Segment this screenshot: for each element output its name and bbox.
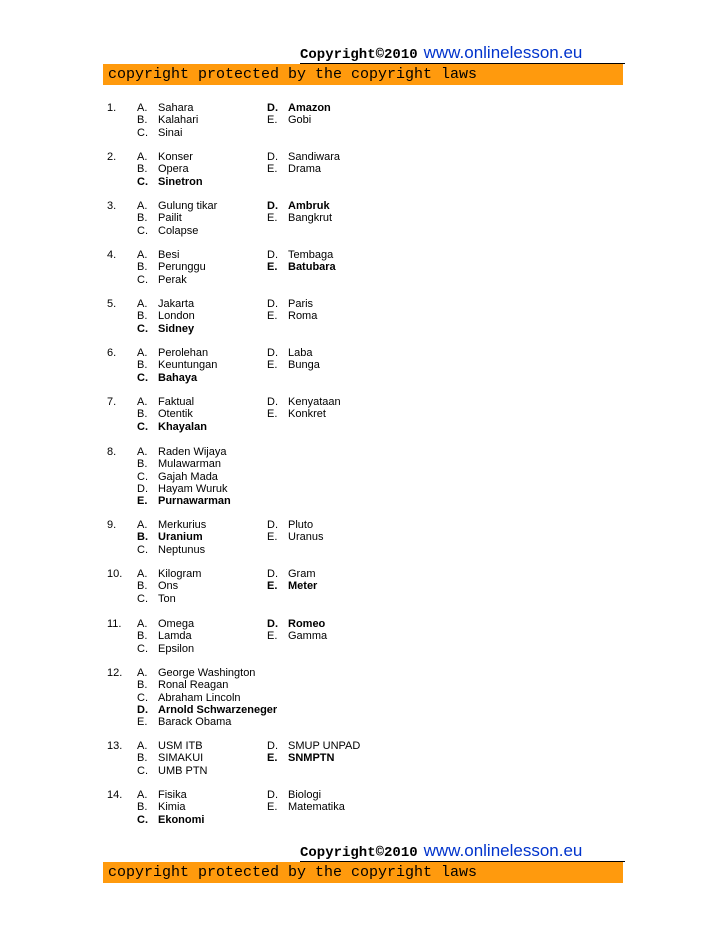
option-letter: E. — [267, 114, 278, 127]
option-text: Sinetron — [158, 175, 203, 188]
option-d — [267, 519, 313, 531]
option-a — [137, 298, 194, 310]
option-e — [267, 408, 326, 420]
question-number: 1. — [107, 102, 117, 114]
option-text: Sahara — [158, 102, 194, 114]
option-letter: D. — [267, 568, 278, 580]
option-b — [137, 114, 198, 126]
option-text: London — [158, 310, 195, 323]
option-text: Ons — [158, 580, 179, 593]
option-letter: A. — [137, 151, 148, 163]
option-text: USM ITB — [158, 740, 203, 752]
option-letter: A. — [137, 667, 148, 679]
option-text: Batubara — [288, 261, 336, 274]
option-letter: E. — [267, 531, 278, 544]
option-letter: B. — [137, 114, 148, 127]
option-text: Opera — [158, 163, 189, 176]
option-b — [137, 531, 203, 543]
option-b — [137, 212, 182, 224]
option-e — [137, 716, 231, 728]
option-d — [267, 249, 333, 261]
option-text: Mulawarman — [158, 458, 221, 471]
option-letter: C. — [137, 273, 148, 286]
option-text: Lamda — [158, 630, 192, 643]
option-d — [267, 618, 325, 630]
option-letter: E. — [267, 261, 278, 274]
option-c — [137, 127, 182, 139]
header-banner: copyright protected by the copyright laws — [103, 64, 623, 85]
option-text: Neptunus — [158, 543, 206, 556]
option-a — [137, 249, 179, 261]
option-letter: A. — [137, 618, 148, 630]
option-letter: E. — [267, 580, 278, 593]
option-text: George Washington — [158, 667, 256, 679]
option-e — [267, 752, 334, 764]
option-text: Tembaga — [288, 249, 334, 261]
option-text: UMB PTN — [158, 764, 208, 777]
option-text: Besi — [158, 249, 180, 261]
option-text: Hayam Wuruk — [158, 482, 228, 495]
option-c — [137, 421, 207, 433]
option-text: Ronal Reagan — [158, 679, 229, 692]
question-number: 4. — [107, 249, 117, 261]
option-text: Faktual — [158, 396, 195, 408]
option-letter: C. — [137, 175, 148, 188]
option-text: Purnawarman — [158, 495, 231, 508]
question-number: 6. — [107, 347, 117, 359]
option-b — [137, 630, 192, 642]
option-text: Merkurius — [158, 519, 207, 531]
option-letter: D. — [267, 519, 278, 531]
option-letter: C. — [137, 691, 148, 704]
option-b — [137, 679, 228, 691]
option-letter: A. — [137, 740, 148, 752]
option-text: Gobi — [288, 114, 312, 127]
option-letter: E. — [267, 801, 278, 814]
option-letter: D. — [267, 249, 278, 261]
option-text: Ekonomi — [158, 813, 205, 826]
option-letter: B. — [137, 408, 148, 421]
option-text: Pluto — [288, 519, 314, 531]
option-text: Perolehan — [158, 347, 209, 359]
option-text: Roma — [288, 310, 318, 323]
option-letter: E. — [267, 310, 278, 323]
option-text: Konser — [158, 151, 193, 163]
option-letter: D. — [137, 703, 148, 716]
option-e — [267, 630, 327, 642]
option-c — [137, 593, 176, 605]
option-letter: C. — [137, 224, 148, 237]
option-letter: C. — [137, 764, 148, 777]
option-text: Abraham Lincoln — [158, 691, 241, 704]
option-letter: C. — [137, 470, 148, 483]
option-text: Laba — [288, 347, 313, 359]
option-b — [137, 458, 221, 470]
option-e — [267, 261, 336, 273]
option-a — [137, 740, 203, 752]
option-text: Konkret — [288, 408, 326, 421]
question-number: 7. — [107, 396, 117, 408]
option-text: Ton — [158, 592, 176, 605]
question-number: 11. — [107, 618, 122, 630]
option-text: Arnold Schwarzeneger — [158, 703, 278, 716]
option-e — [267, 163, 321, 175]
question-number: 12. — [107, 667, 123, 679]
option-letter: B. — [137, 679, 148, 692]
option-e — [137, 495, 231, 507]
option-d — [267, 151, 340, 163]
option-letter: D. — [267, 151, 278, 163]
option-c — [137, 765, 208, 777]
option-letter: C. — [137, 322, 148, 335]
option-text: Sandiwara — [288, 151, 340, 163]
option-letter: D. — [267, 789, 278, 801]
option-a — [137, 568, 201, 580]
option-letter: B. — [137, 163, 148, 176]
option-text: Ambruk — [288, 200, 330, 212]
option-letter: E. — [267, 408, 278, 421]
option-text: Otentik — [158, 408, 193, 421]
option-letter: D. — [267, 347, 278, 359]
option-text: Keuntungan — [158, 359, 218, 372]
option-letter: B. — [137, 801, 148, 814]
option-d — [137, 704, 277, 716]
option-text: Khayalan — [158, 420, 207, 433]
option-text: Gajah Mada — [158, 470, 218, 483]
option-letter: C. — [137, 592, 148, 605]
option-letter: A. — [137, 200, 148, 212]
option-text: Paris — [288, 298, 314, 310]
option-letter: D. — [267, 396, 278, 408]
option-a — [137, 519, 206, 531]
option-a — [137, 151, 193, 163]
option-text: SMUP UNPAD — [288, 740, 361, 752]
option-a — [137, 446, 226, 458]
option-text: Uranium — [158, 531, 203, 544]
option-text: Kalahari — [158, 114, 199, 127]
option-letter: A. — [137, 789, 148, 801]
option-c — [137, 692, 241, 704]
option-e — [267, 212, 332, 224]
option-b — [137, 359, 217, 371]
header-copyright-line — [300, 42, 625, 64]
option-text: Sinai — [158, 126, 183, 139]
option-d — [267, 298, 313, 310]
option-text: Bahaya — [158, 371, 198, 384]
option-text: Barack Obama — [158, 716, 232, 729]
option-text: Kenyataan — [288, 396, 341, 408]
option-text: Jakarta — [158, 298, 195, 310]
option-text: Amazon — [288, 102, 331, 114]
option-d — [267, 347, 312, 359]
option-a — [137, 102, 193, 114]
option-b — [137, 801, 186, 813]
option-letter: A. — [137, 519, 148, 531]
option-c — [137, 225, 198, 237]
option-b — [137, 310, 195, 322]
option-letter: A. — [137, 347, 148, 359]
option-letter: D. — [267, 618, 278, 630]
option-text: Gamma — [288, 630, 328, 643]
header-url-link[interactable]: www.onlinelesson.eu — [423, 43, 583, 62]
option-letter: C. — [137, 813, 148, 826]
option-b — [137, 163, 189, 175]
option-c — [137, 643, 194, 655]
option-letter: B. — [137, 359, 148, 372]
question-number: 10. — [107, 568, 123, 580]
option-c — [137, 471, 218, 483]
option-letter: B. — [137, 458, 148, 471]
option-text: Fisika — [158, 789, 187, 801]
option-c — [137, 544, 205, 556]
option-letter: B. — [137, 310, 148, 323]
option-a — [137, 667, 255, 679]
option-text: Pailit — [158, 212, 182, 225]
option-letter: E. — [137, 495, 148, 508]
option-letter: C. — [137, 420, 148, 433]
option-letter: D. — [267, 740, 278, 752]
option-letter: C. — [137, 126, 148, 139]
option-letter: E. — [267, 752, 278, 765]
option-letter: E. — [267, 212, 278, 225]
option-text: Kimia — [158, 801, 186, 814]
footer-banner: copyright protected by the copyright laws — [103, 862, 623, 883]
option-letter: B. — [137, 630, 148, 643]
option-c — [137, 274, 187, 286]
option-letter: D. — [267, 298, 278, 310]
option-letter: C. — [137, 371, 148, 384]
option-letter: D. — [267, 102, 278, 114]
option-e — [267, 531, 323, 543]
option-text: Matematika — [288, 801, 345, 814]
option-d — [137, 483, 227, 495]
option-text: Bangkrut — [288, 212, 333, 225]
option-letter: B. — [137, 531, 148, 544]
option-letter: C. — [137, 543, 148, 556]
option-letter: E. — [137, 716, 148, 729]
option-letter: A. — [137, 298, 148, 310]
option-letter: B. — [137, 261, 148, 274]
question-number: 8. — [107, 446, 117, 458]
option-text: Bunga — [288, 359, 320, 372]
question-number: 3. — [107, 200, 117, 212]
option-text: Raden Wijaya — [158, 446, 227, 458]
option-d — [267, 789, 321, 801]
option-letter: A. — [137, 568, 148, 580]
option-d — [267, 740, 360, 752]
option-letter: C. — [137, 642, 148, 655]
option-text: SNMPTN — [288, 752, 335, 765]
option-letter: B. — [137, 752, 148, 765]
option-text: Kilogram — [158, 568, 202, 580]
option-c — [137, 372, 197, 384]
option-text: Perunggu — [158, 261, 206, 274]
option-d — [267, 200, 330, 212]
option-letter: D. — [137, 482, 148, 495]
option-text: Gulung tikar — [158, 200, 218, 212]
header-copyright: Copyright©2010 — [300, 47, 418, 63]
option-e — [267, 359, 320, 371]
option-a — [137, 347, 208, 359]
option-letter: A. — [137, 396, 148, 408]
option-b — [137, 752, 203, 764]
option-text: Gram — [288, 568, 316, 580]
option-letter: A. — [137, 446, 148, 458]
option-e — [267, 580, 317, 592]
question-number: 5. — [107, 298, 117, 310]
option-text: Uranus — [288, 531, 324, 544]
option-c — [137, 323, 194, 335]
option-c — [137, 814, 204, 826]
option-a — [137, 618, 194, 630]
question-number: 14. — [107, 789, 123, 801]
footer-url-link[interactable]: www.onlinelesson.eu — [423, 841, 583, 860]
option-c — [137, 176, 203, 188]
option-text: Sidney — [158, 322, 195, 335]
option-text: Biologi — [288, 789, 322, 801]
option-d — [267, 396, 341, 408]
option-d — [267, 102, 331, 114]
option-text: Meter — [288, 580, 318, 593]
option-letter: D. — [267, 200, 278, 212]
option-b — [137, 408, 193, 420]
option-text: Perak — [158, 273, 187, 286]
option-text: Drama — [288, 163, 322, 176]
option-text: Romeo — [288, 618, 326, 630]
option-b — [137, 580, 178, 592]
question-number: 13. — [107, 740, 123, 752]
option-letter: B. — [137, 580, 148, 593]
option-e — [267, 310, 317, 322]
footer-copyright: Copyright©2010 — [300, 845, 418, 861]
question-number: 9. — [107, 519, 117, 531]
option-e — [267, 801, 345, 813]
option-a — [137, 396, 194, 408]
option-letter: A. — [137, 249, 148, 261]
option-text: Colapse — [158, 224, 199, 237]
footer-copyright-line — [300, 840, 625, 862]
option-a — [137, 789, 187, 801]
option-text: Omega — [158, 618, 195, 630]
option-letter: E. — [267, 630, 278, 643]
question-number: 2. — [107, 151, 117, 163]
option-text: Epsilon — [158, 642, 195, 655]
option-letter: E. — [267, 359, 278, 372]
option-a — [137, 200, 217, 212]
option-d — [267, 568, 316, 580]
option-e — [267, 114, 311, 126]
option-letter: E. — [267, 163, 278, 176]
option-letter: B. — [137, 212, 148, 225]
option-b — [137, 261, 206, 273]
option-text: SIMAKUI — [158, 752, 204, 765]
option-letter: A. — [137, 102, 148, 114]
